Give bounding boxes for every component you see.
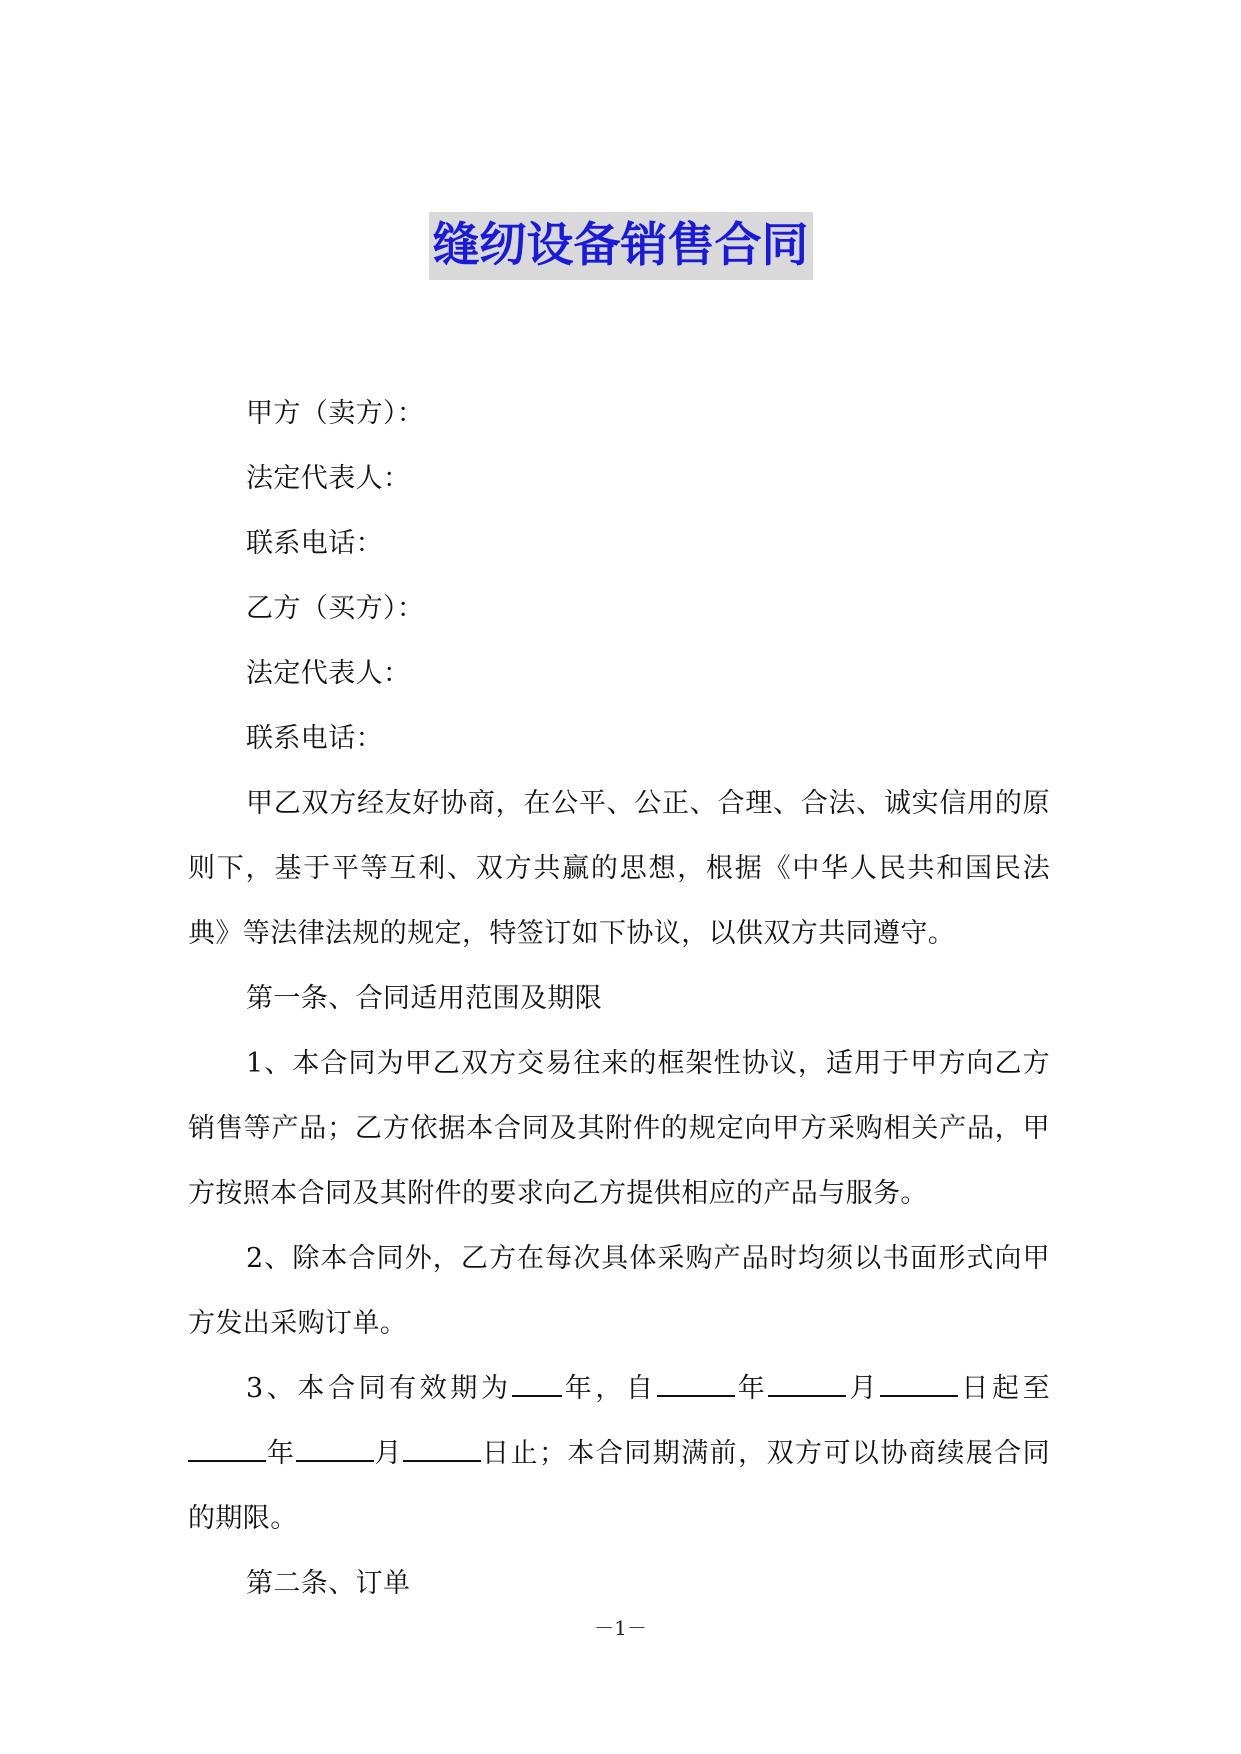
start-month-blank [768, 1373, 846, 1397]
clause-3-text-4: 月 [846, 1373, 881, 1404]
start-year-blank [657, 1373, 735, 1397]
clause-3-text-1: 3、本合同有效期为 [246, 1373, 512, 1404]
article-1-clause-3 [188, 1356, 1050, 1551]
clause-3-text-5: 日起至 [958, 1373, 1051, 1404]
party-a-representative: 法定代表人： [246, 463, 411, 494]
party-a-phone: 联系电话： [246, 528, 383, 559]
article-1-clause-1: 1、本合同为甲乙双方交易往来的框架性协议，适用于甲方向乙方销售等产品；乙方依据本合同及其附件的规定向甲方采购相关产品，甲方按照本合同及其附件的要求向乙方提供相应的产品与服务。 [188, 1048, 1050, 1209]
clause-3-text-3: 年 [734, 1373, 769, 1404]
clause-3-text-6: 年 [266, 1438, 296, 1469]
clause-3-text-7: 月 [373, 1438, 403, 1469]
party-b-representative: 法定代表人： [246, 658, 411, 689]
article-2-heading: 第二条、订单 [246, 1568, 411, 1599]
end-year-blank [188, 1438, 266, 1462]
article-1-clause-2: 2、除本合同外，乙方在每次具体采购产品时均须以书面形式向甲方发出采购订单。 [188, 1243, 1050, 1339]
start-day-blank [880, 1373, 958, 1397]
term-years-blank [512, 1373, 562, 1397]
document-title: 缝纫设备销售合同 [429, 212, 813, 280]
end-day-blank [403, 1438, 481, 1462]
preamble-paragraph: 甲乙双方经友好协商，在公平、公正、合理、合法、诚实信用的原则下，基于平等互利、双方共赢的思想，根据《中华人民共和国民法典》等法律法规的规定，特签订如下协议，以供双方共同遵守。 [188, 788, 1050, 949]
article-1-heading: 第一条、合同适用范围及期限 [246, 983, 603, 1014]
party-a-label: 甲方（卖方）： [246, 398, 425, 429]
title-area [0, 212, 1241, 280]
party-b-phone: 联系电话： [246, 723, 383, 754]
party-b-label: 乙方（买方）： [246, 593, 425, 624]
page-number: －1－ [594, 1616, 647, 1640]
end-month-blank [296, 1438, 374, 1462]
clause-3-text-8: 日止；本合同期满前，双方可以协商续展合同的期限。 [188, 1438, 1050, 1534]
document-body [188, 381, 1050, 1616]
clause-3-text-2: 年，自 [561, 1373, 657, 1404]
